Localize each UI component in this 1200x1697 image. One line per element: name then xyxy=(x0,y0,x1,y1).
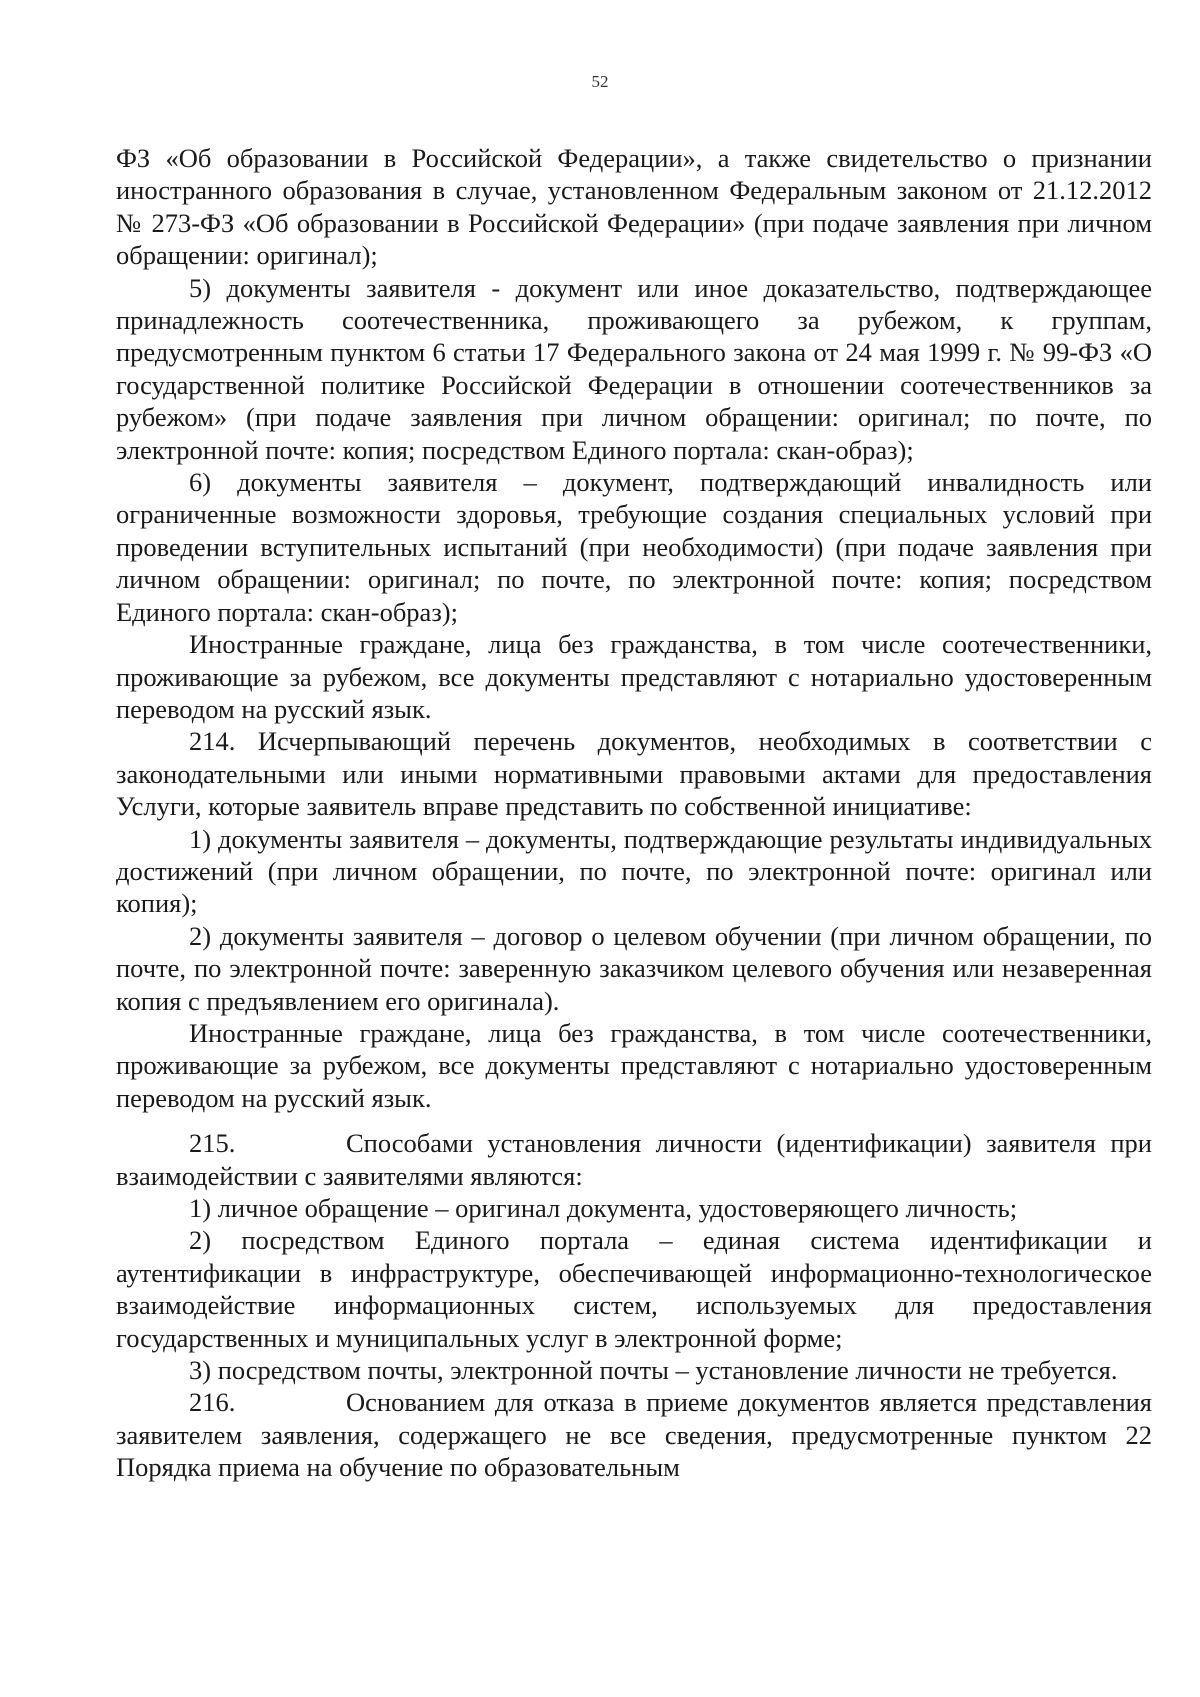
page-number: 52 xyxy=(591,72,609,91)
clause-215-item-3: 3) посредством почты, электронной почты – установление личности не требуется. xyxy=(189,1355,1118,1386)
clause-215-item-1: 1) личное обращение – оригинал документа, удостоверяющего личность; xyxy=(189,1193,1018,1223)
paragraph-foreign-citizens: Иностранные граждане, лица без гражданства, в том числе соотечественники, проживающие за рубежом, все документы представляют с нотариально удостоверенным переводом на русский язык. xyxy=(116,629,1152,724)
clause-214-item-2: 2) документы заявителя – договор о целевом обучении (при личном обращении, по почте, по электронной почте: заверенную заказчиком целевого обучения или незаверенная копия с предъявлением его оригинала). xyxy=(116,920,1152,1016)
clause-number: 215. xyxy=(189,1128,236,1159)
clause-215-item-2: 2) посредством Единого портала – единая система идентификации и аутентификации в инфраструктуре, обеспечивающей информационно-технологическое взаимодействие информационных систем, используемых для предоставления государственных и муниципальных услуг в электронной форме; xyxy=(116,1225,1152,1353)
list-item-5: 5) документы заявителя - документ или иное доказательство, подтверждающее принадлежность соотечественника, проживающего за рубежом, к группам, предусмотренным пунктом 6 статьи 17 Федерального закона от 24 мая 1999 г. № 99-ФЗ «О государственной политике Российской Федерации в отношении соотечественников за рубежом» (при подаче заявления при личном обращении: оригинал; по почте, по электронной почте: копия; посредством Единого портала: скан-образ); xyxy=(116,272,1152,465)
clause-214: 214. Исчерпывающий перечень документов, необходимых в соответствии с законодательными или иными нормативными правовыми актами для предоставления Услуги, которые заявитель вправе представить по собственной инициативе: xyxy=(116,726,1152,822)
clause-215 xyxy=(116,1127,1152,1192)
document-body xyxy=(116,142,1152,1484)
paragraph-foreign-citizens-2: Иностранные граждане, лица без гражданства, в том числе соотечественники, проживающие за рубежом, все документы представляют с нотариально удостоверенным переводом на русский язык. xyxy=(116,1017,1152,1113)
clause-214-item-1: 1) документы заявителя – документы, подтверждающие результаты индивидуальных достижений (при личном обращении, по почте, по электронной почте: оригинал или копия); xyxy=(116,823,1152,919)
clause-text: Способами установления личности (идентификации) заявителя при взаимодействии с заявителями являются: xyxy=(116,1128,1152,1191)
clause-number: 216. xyxy=(189,1387,236,1418)
paragraph-continuation: ФЗ «Об образовании в Российской Федерации», а также свидетельство о признании иностранного образования в случае, установленном Федеральным законом от 21.12.2012 № 273-ФЗ «Об образовании в Российской Федерации» (при подаче заявления при личном обращении: оригинал); xyxy=(116,143,1152,271)
clause-216 xyxy=(116,1386,1152,1483)
clause-text: Основанием для отказа в приеме документов является представления заявителем заявления, содержащего не все сведения, предусмотренные пунктом 22 Порядка приема на обучение по образовательным xyxy=(116,1387,1152,1483)
list-item-6: 6) документы заявителя – документ, подтверждающий инвалидность или ограниченные возможности здоровья, требующие создания специальных условий при проведении вступительных испытаний (при необходимости) (при подаче заявления при личном обращении: оригинал; по почте, по электронной почте: копия; посредством Единого портала: скан-образ); xyxy=(116,467,1152,627)
